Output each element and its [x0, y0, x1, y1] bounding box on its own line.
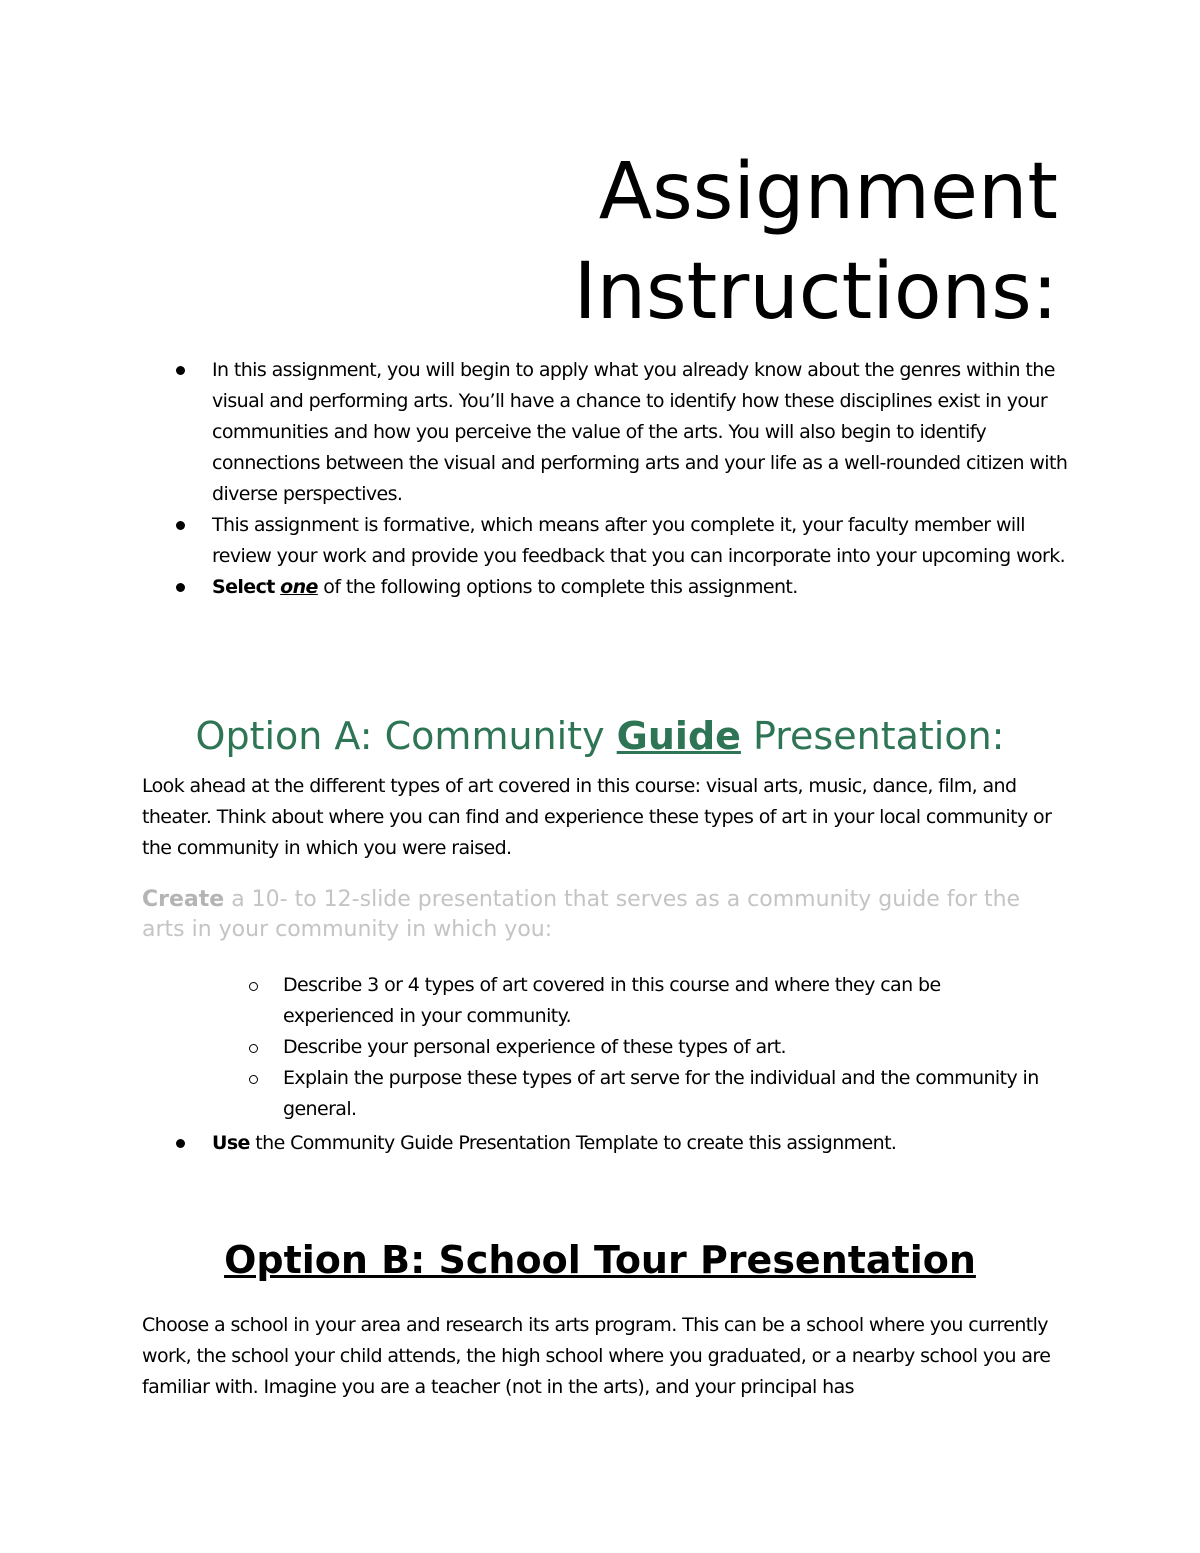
option-a-sub-list: [283, 970, 1043, 1125]
create-bold: Create: [142, 887, 225, 912]
create-rest: a 10- to 12-slide presentation that serves as a community guide for the arts in your community in which you:: [142, 887, 1021, 942]
select-one-emphasis: one: [280, 576, 318, 598]
title-line-1: Assignment: [598, 147, 1058, 237]
select-option-bullet: [212, 572, 1072, 603]
option-a-heading-keyword: Guide: [616, 714, 741, 758]
option-a-sub-item-1: Describe 3 or 4 types of art covered in this course and where they can be experienced in your community.: [283, 970, 1043, 1032]
option-a-use-bullet: [212, 1128, 1072, 1159]
option-a-use-list: [212, 1128, 1072, 1159]
intro-bullet-1: In this assignment, you will begin to apply what you already know about the genres within the visual and performing arts. You’ll have a chance to identify how these disciplines exist in your communities and how you perceive the value of the arts. You will also begin to identify connections between the visual and performing arts and your life as a well-rounded citizen with diverse perspectives.: [212, 355, 1072, 510]
use-bold: Use: [212, 1132, 250, 1154]
option-b-heading: Option B: School Tour Presentation: [224, 1238, 976, 1282]
intro-bullet-2: This assignment is formative, which means after you complete it, your faculty member will review your work and provide you feedback that you can incorporate into your upcoming work.: [212, 510, 1072, 572]
select-bold: Select: [212, 576, 275, 598]
option-a-create-instruction: [142, 885, 1062, 945]
title-line-2: Instructions:: [573, 247, 1058, 337]
option-a-sub-item-2: Describe your personal experience of these types of art.: [283, 1032, 1043, 1063]
use-rest: the Community Guide Presentation Template to create this assignment.: [255, 1132, 897, 1154]
option-b-paragraph: Choose a school in your area and research its arts program. This can be a school where you currently work, the school your child attends, the high school where you graduated, or a nearby school you are familiar with. Imagine you are a teacher (not in the arts), and your principal has: [142, 1314, 1051, 1398]
option-a-sub-item-3: Explain the purpose these types of art serve for the individual and the community in general.: [283, 1063, 1043, 1125]
option-a-heading-pre: Option A: Community: [195, 714, 605, 758]
option-a-heading: [0, 708, 1200, 764]
option-a-paragraph: Look ahead at the different types of art covered in this course: visual arts, music, dance, film, and theater. Think about where you can find and experience these types of art in your local community or the community in which you were raised.: [142, 775, 1052, 859]
option-a-heading-post: Presentation:: [753, 714, 1005, 758]
document-title: [358, 142, 1058, 342]
intro-bullet-list: [212, 355, 1072, 603]
select-rest: of the following options to complete this assignment.: [323, 576, 798, 598]
